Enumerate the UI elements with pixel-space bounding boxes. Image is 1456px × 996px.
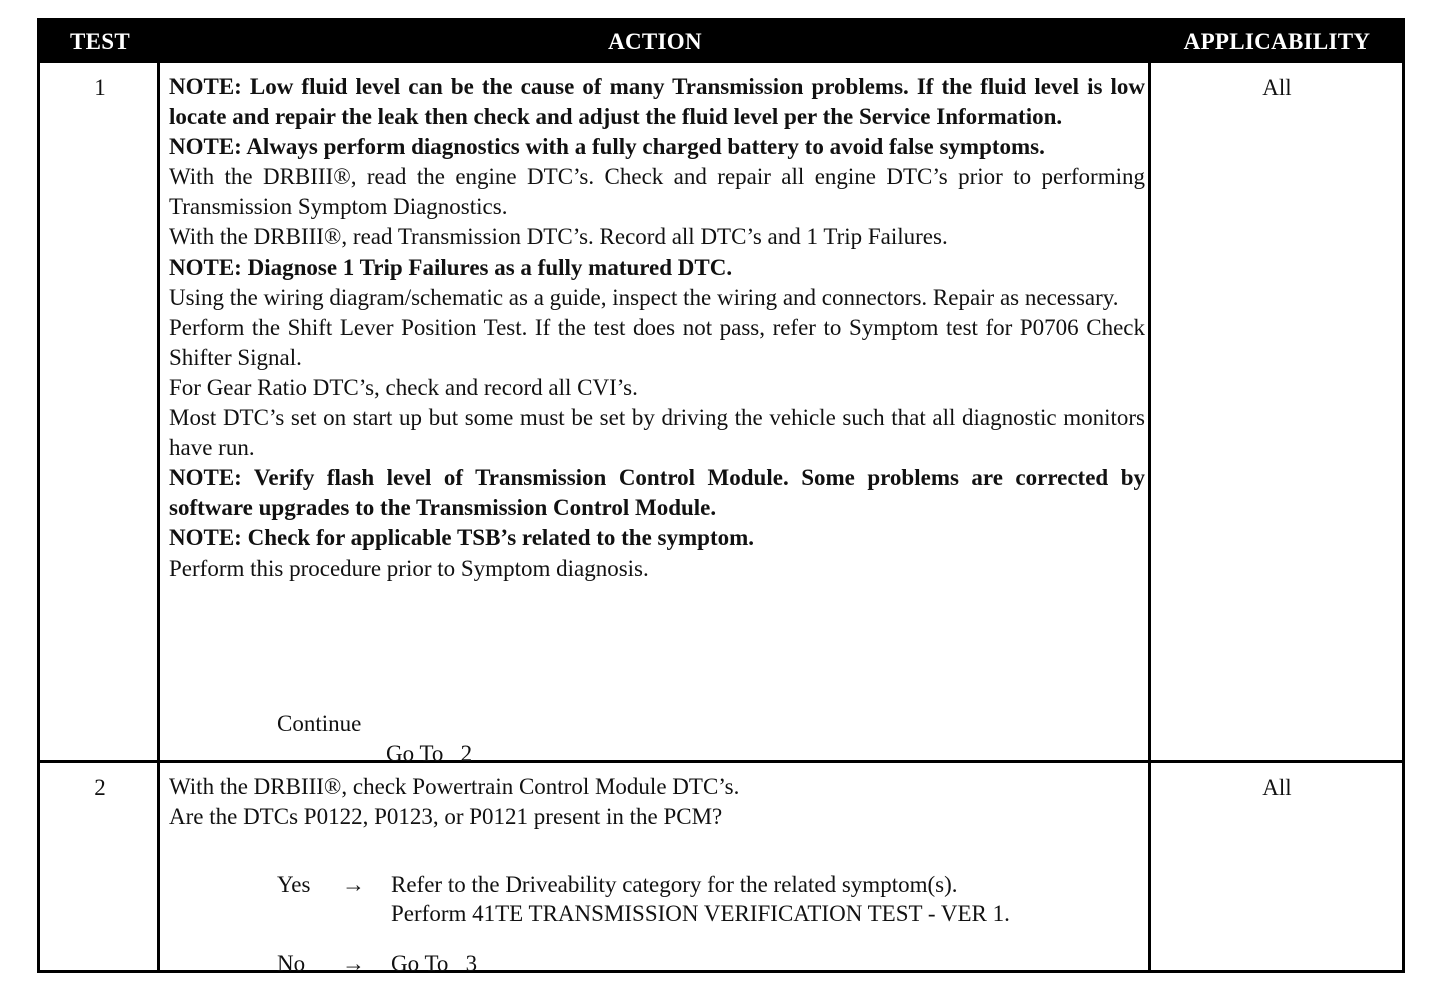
table-row (40, 763, 1402, 976)
no-label: No (277, 951, 306, 976)
instruction-engine-dtc: With the DRBIII®, read the engine DTC’s. Check and repair all engine DTC’s prior to performing Transmission Symptom Diagnostics. (169, 164, 1145, 220)
continue-label: Continue (277, 711, 362, 736)
header-action: ACTION (608, 29, 702, 54)
action-cell (169, 72, 1145, 584)
header-applicability: APPLICABILITY (1183, 29, 1371, 54)
yes-outcome-1[interactable]: Refer to the Driveability category for the related symptom(s). (391, 872, 958, 897)
table-header (40, 21, 1402, 63)
note-battery: NOTE: Always perform diagnostics with a fully charged battery to avoid false symptoms. (169, 134, 1045, 160)
action-cell (169, 772, 1145, 832)
diagnostic-table (37, 18, 1405, 976)
goto-link[interactable]: Go To 3 (391, 951, 478, 976)
applicability: All (1262, 775, 1292, 800)
note-tsb: NOTE: Check for applicable TSB’s related to the symptom. (169, 525, 755, 551)
question-pcm-dtc: Are the DTCs P0122, P0123, or P0121 present in the PCM? (169, 804, 723, 830)
applicability: All (1262, 75, 1292, 100)
goto-link[interactable]: Go To 2 (386, 741, 473, 766)
yes-label: Yes (277, 872, 311, 897)
instruction-wiring: Using the wiring diagram/schematic as a guide, inspect the wiring and connectors. Repair as necessary. (169, 284, 1119, 310)
header-test: TEST (69, 29, 130, 54)
table-row (40, 63, 1402, 766)
arrow-right-icon: → (342, 951, 365, 976)
instruction-gear-ratio: For Gear Ratio DTC’s, check and record all CVI’s. (169, 374, 638, 400)
instruction-dtc-startup: Most DTC’s set on start up but some must be set by driving the vehicle such that all diagnostic monitors have run. (169, 405, 1145, 461)
yes-outcome-2[interactable]: Perform 41TE TRANSMISSION VERIFICATION TEST - VER 1. (391, 901, 1010, 926)
note-trip-failures: NOTE: Diagnose 1 Trip Failures as a fully matured DTC. (169, 254, 733, 280)
instruction-transmission-dtc: With the DRBIII®, read Transmission DTC’s. Record all DTC’s and 1 Trip Failures. (169, 224, 948, 250)
note-flash-level: NOTE: Verify flash level of Transmission Control Module. Some problems are corrected by software upgrades to the Transmission Control Module. (169, 465, 1145, 521)
instruction-pcm-dtc: With the DRBIII®, check Powertrain Control Module DTC’s. (169, 774, 740, 799)
arrow-right-icon: → (342, 872, 365, 897)
test-number: 2 (94, 775, 106, 800)
test-number: 1 (94, 75, 106, 100)
note-fluid-level: NOTE: Low fluid level can be the cause of many Transmission problems. If the fluid level is low locate and repair the leak then check and adjust the fluid level per the Service Information. (169, 74, 1145, 130)
instruction-procedure: Perform this procedure prior to Symptom diagnosis. (169, 555, 649, 581)
instruction-shift-lever: Perform the Shift Lever Position Test. If the test does not pass, refer to Symptom test for P0706 Check Shifter Signal. (169, 314, 1145, 370)
